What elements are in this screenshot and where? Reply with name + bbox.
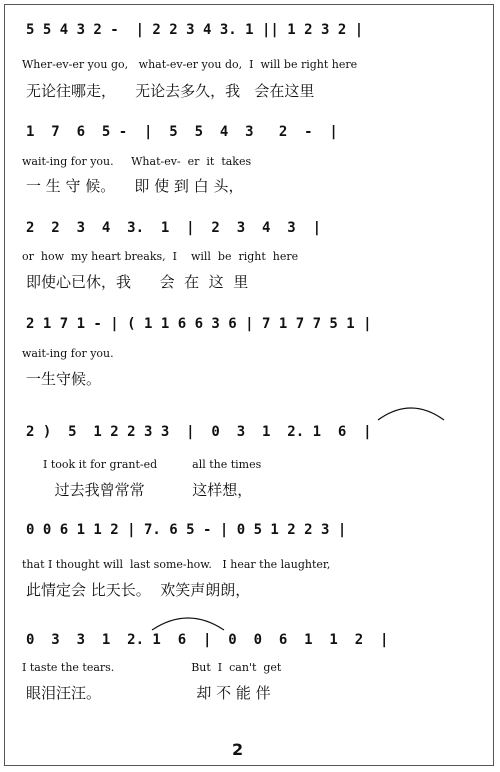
- tie-arc-7: [150, 612, 226, 632]
- lyrics-zh-line-5: 过去我曾常常 这样想，: [26, 481, 253, 499]
- notation-line-5: 2 ) 5 1 2 2 3 3 | 0 3 1 2. 1 6 |: [26, 424, 372, 440]
- lyrics-zh-line-4: 一生守候。: [26, 370, 102, 388]
- notation-line-3: 2 2 3 4 3. 1 | 2 3 4 3 |: [26, 220, 322, 236]
- lyrics-zh-line-7: 眼泪汪汪。 却 不 能 伴: [26, 684, 271, 702]
- notation-line-4: 2 1 7 1 - | ( 1 1 6 6 3 6 | 7 1 7 7 5 1 |: [26, 316, 372, 332]
- lyrics-zh-line-1: 无论往哪走， 无论去多久，我 会在这里: [26, 82, 315, 100]
- notation-line-7: 0 3 3 1 2. 1 6 | 0 0 6 1 1 2 |: [26, 632, 389, 648]
- tie-arc-5: [376, 402, 446, 422]
- lyrics-zh-line-3: 即使心已休，我 会 在 这 里: [26, 273, 249, 291]
- lyrics-en-line-4: wait-ing for you.: [22, 347, 114, 360]
- lyrics-en-line-6: that I thought will last some-how. I hear the laughter,: [22, 558, 331, 571]
- notation-line-1: 5 5 4 3 2 - | 2 2 3 4 3. 1 || 1 2 3 2 |: [26, 22, 364, 38]
- lyrics-zh-line-2: 一 生 守 候。 即 使 到 白 头，: [26, 177, 244, 195]
- lyrics-en-line-2: wait-ing for you. What-ev- er it takes: [22, 155, 252, 168]
- lyrics-zh-line-6: 此情定会 比天长。 欢笑声朗朗，: [26, 581, 251, 599]
- lyrics-en-line-7: I taste the tears. But I can't get: [22, 661, 282, 674]
- page-number: 2: [232, 740, 244, 759]
- notation-line-6: 0 0 6 1 1 2 | 7. 6 5 - | 0 5 1 2 2 3 |: [26, 522, 347, 538]
- lyrics-en-line-1: Wher-ev-er you go, what-ev-er you do, I will be right here: [22, 58, 358, 71]
- notation-line-2: 1 7 6 5 - | 5 5 4 3 2 - |: [26, 124, 338, 140]
- lyrics-en-line-5: I took it for grant-ed all the times: [22, 458, 262, 471]
- lyrics-en-line-3: or how my heart breaks, I will be right here: [22, 250, 299, 263]
